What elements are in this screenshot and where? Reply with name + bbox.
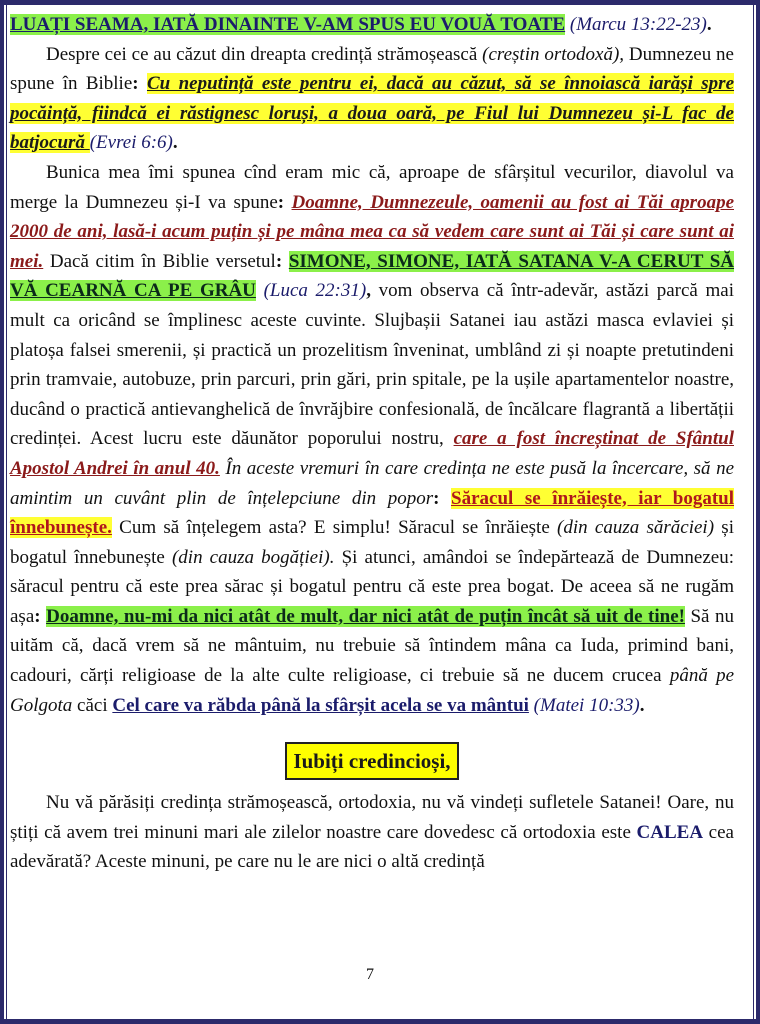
page-border-left [0,0,4,1024]
quote-mantuire: Cel care va răbda până la sfârșit acela se va mântui [112,694,529,716]
section-heading: Iubiți credincioși, [285,742,458,780]
ref-matei: (Matei 10:33) [533,694,640,716]
page-number: 7 [366,966,374,983]
ref-marcu: (Marcu 13:22-23) [569,14,707,35]
paragraph-1: LUAȚI SEAMA, IATĂ DINAINTE V-AM SPUS EU VOUĂ TOATE (Marcu 13:22-23). [10,14,712,35]
quote-simone: SIMONE, SIMONE, IATĂ SATANA V-A CERUT SĂ VĂ CEARNĂ CA PE GRÂU [10,250,735,302]
page-border-right [756,0,760,1024]
quote-saracul: Săracul se înrăiește, iar bogatul înnebunește. [10,487,734,539]
page-body [10,10,734,877]
quote-andrei: care a fost încreștinat de Sfântul Apostol Andrei în anul 40. [10,428,734,479]
page-border-top [0,0,760,5]
page-border-bottom [0,1019,760,1024]
quote-diavolul: Doamne, Dumnezeule, oamenii au fost ai Tăi aproape 2000 de ani, lasă-i acum puțin și pe mâna mea ca să vedem care sunt ai Tăi și care sunt ai mei. [10,191,734,272]
page-border-left-inner [6,0,7,1024]
quote-luati-seama: LUAȚI SEAMA, IATĂ DINAINTE V-AM SPUS EU VOUĂ TOATE [10,14,566,35]
ref-evrei: (Evrei 6:6) [89,132,173,154]
page-border-right-inner [753,0,754,1024]
quote-evrei: Cu neputință este pentru ei, dacă au căzut, să se înnoiască iarăși spre pocăință, fiindcă ei răstignesc loruși, a doua oară, pe Fiul lui Dumnezeu și-L fac de batjocură [10,73,735,154]
paragraph-3: Bunica mea îmi spunea cînd eram mic că, aproape de sfârșitul vecurilor, diavolul va merge la Dumnezeu și-I va spune: Doamne, Dumnezeule, oamenii au fost ai Tăi aproape 2000 de ani, lasă-i acum puțin și pe mâna mea ca să vedem care sunt ai Tăi și care sunt ai mei. Dacă citim în Biblie versetul: SIMONE, SIMONE, IATĂ SATANA V-A CERUT SĂ VĂ CEARNĂ CA PE GRÂU (Luca 22:31), vom observa că într-adevăr, astăzi parcă mai mult ca oricând se împlinesc aceste cuvinte. Slujbașii Satanei iau astăzi masca evlaviei și platoșa falsei smerenii, și practică un prozelitism înveninat, umblând zi și noapte pretutindeni prin tramvaie, autobuze, prin parcuri, prin gări, prin spitale, pe la ușile apartamentelor noastre, ducând o practică antievanghelică de învrăjbire confesională, de încălcare flagrantă a libertății credinței. Acest lucru este dăunător poporului nostru, care a fost încreștinat de Sfântul Apostol Andrei în anul 40. În aceste vremuri în care credința ne este pusă la încercare, să ne amintim un cuvânt plin de înțelepciune din popor: Săracul se înrăiește, iar bogatul înnebunește. Cum să înțelegem asta? E simplu! Săracul se înrăiește (din cauza sărăciei) și bogatul înnebunește (din cauza bogăției). Și atunci, amândoi se îndepărtează de Dumnezeu: săracul pentru că este prea sărac și bogatul pentru că este prea bogat. De aceea să ne rugăm așa: Doamne, nu-mi da nici atât de mult, dar nici atât de puțin încât să uit de tine! Să nu uităm că, dacă vrem să ne mântuim, nu trebuie să întindem mâna ca Iuda, primind bani, cadouri, cărți religioase de la alte culte religioase, ci trebuie să ne ducem crucea până pe Golgota căci Cel care va răbda până la sfârșit acela se va mântui (Matei 10:33). [10,161,735,716]
section-heading-wrap [10,742,734,780]
quote-rugaciune: Doamne, nu-mi da nici atât de mult, dar nici atât de puțin încât să uit de tine! [46,605,685,627]
paragraph-4: Nu vă părăsiți credința strămoșească, ortodoxia, nu vă vindeți sufletele Satanei! Oare, nu știți că avem trei minuni mari ale zilelor noastre care dovedesc că ortodoxia este CALEA cea adevărată? Aceste minuni, pe care nu le are nici o altă credință [10,792,734,873]
calea-emphasis: CALEA [636,821,704,843]
paragraph-2: Despre cei ce au căzut din dreapta credință strămoșească (creștin ortodoxă), Dumnezeu ne spune în Biblie: Cu neputință este pentru ei, dacă au căzut, să se înnoiască iarăși spre pocăință, fiindcă ei răstignesc loruși, a doua oară, pe Fiul lui Dumnezeu și-L fac de batjocură (Evrei 6:6). [10,43,735,154]
ref-luca: (Luca 22:31) [263,280,367,302]
